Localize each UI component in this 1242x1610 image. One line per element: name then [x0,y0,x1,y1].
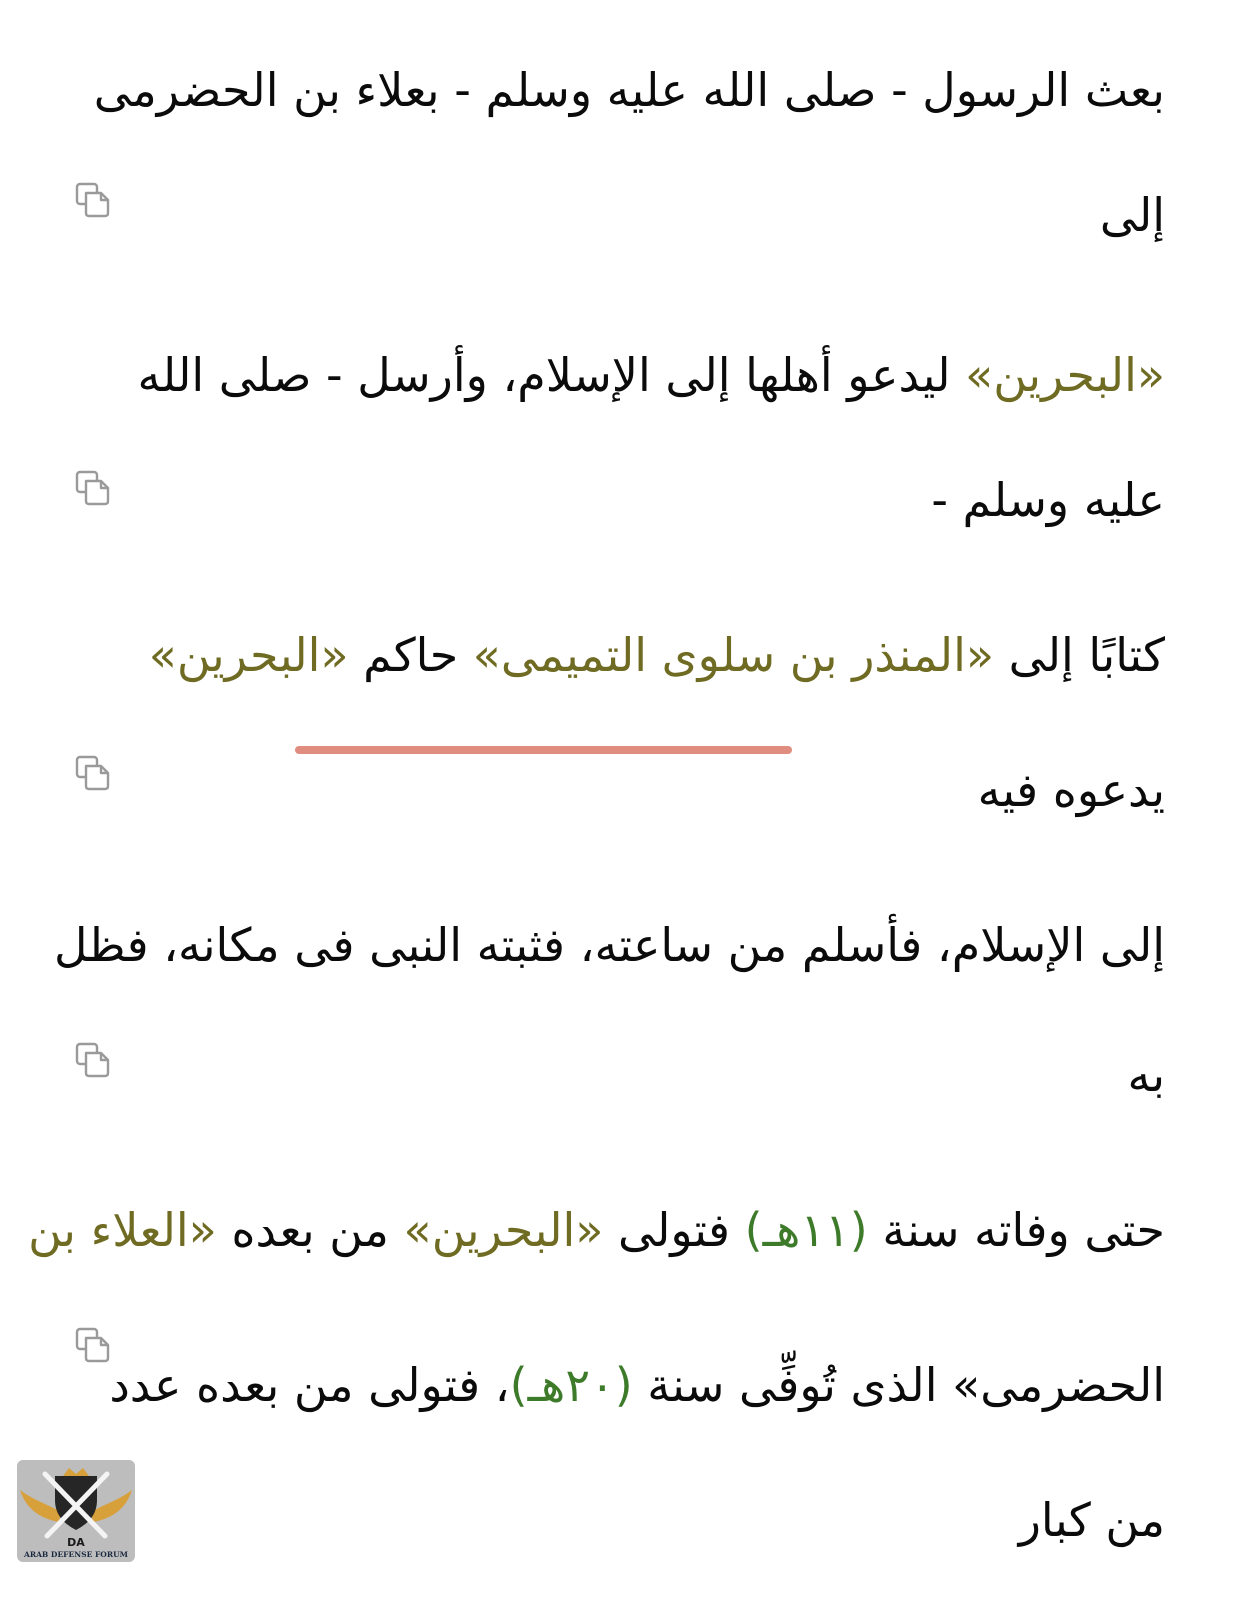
text-segment: من كبار [1018,1493,1165,1547]
copy-icon-front-page [86,481,108,504]
copy-icon[interactable] [75,182,111,218]
copy-icon[interactable] [75,1042,111,1078]
copy-icon-front-page [86,766,108,789]
text-segment: كتابًا إلى [994,628,1165,682]
copy-button[interactable] [74,469,112,507]
text-line [25,325,1165,425]
watermark-wing-left [20,1490,61,1522]
text-line [25,450,1165,550]
text-segment: من بعده [216,1203,404,1257]
text-segment: حتى وفاته سنة [867,1203,1165,1257]
text-segment: ، فتولى من بعده عدد [109,1358,510,1412]
watermark-initials: DA [67,1536,85,1549]
text-line [25,165,1165,265]
text-segment: إلى الإسلام، فأسلم من ساعته، فثبته النبى فى مكانه، فظل [54,918,1165,972]
text-segment: به [1127,1048,1165,1102]
annotation-underline [295,746,792,754]
copy-icon-front-page [86,193,108,216]
text-line [25,1180,1165,1280]
text-segment: إلى [1099,188,1165,242]
copy-icon[interactable] [75,1327,111,1363]
text-line [25,1335,1165,1435]
text-line [22,1470,1165,1570]
copy-icon[interactable] [75,755,111,791]
watermark-forum-name: ARAB DEFENSE FORUM [22,1550,128,1559]
copy-button[interactable] [74,1326,112,1364]
copy-icon-front-page [86,1338,108,1361]
watermark-logo [17,1460,135,1562]
highlighted-person-name: «العلاء بن [28,1203,217,1257]
text-segment: بعث الرسول - صلى الله عليه وسلم - بعلاء بن الحضرمى [93,63,1165,117]
watermark-wing-right [91,1490,132,1522]
copy-button[interactable] [74,1041,112,1079]
text-line [25,605,1165,705]
text-segment: عليه وسلم - [931,473,1165,527]
copy-icon-front-page [86,1053,108,1076]
text-line [25,40,1165,140]
hijri-date: (٢٠هـ) [509,1358,633,1412]
text-line [25,1025,1165,1125]
highlighted-place-name: «البحرين» [148,628,349,682]
text-segment: الحضرمى» الذى تُوفِّى سنة [632,1358,1165,1412]
watermark-crest [63,1468,89,1476]
text-segment: ليدعو أهلها إلى الإسلام، وأرسل - صلى الله [137,348,966,402]
text-line [25,895,1165,995]
text-segment: يدعوه فيه [977,763,1165,817]
text-line [25,740,1165,840]
hijri-date: (١١هـ) [744,1203,868,1257]
watermark-emblem [17,1460,135,1562]
copy-button[interactable] [74,754,112,792]
text-segment: حاكم [348,628,473,682]
highlighted-person-name: «المنذر بن سلوى التميمى» [472,628,994,682]
highlighted-place-name: «البحرين» [965,348,1165,402]
copy-icon[interactable] [75,470,111,506]
highlighted-place-name: «البحرين» [403,1203,604,1257]
copy-button[interactable] [74,181,112,219]
text-segment: فتولى [603,1203,745,1257]
